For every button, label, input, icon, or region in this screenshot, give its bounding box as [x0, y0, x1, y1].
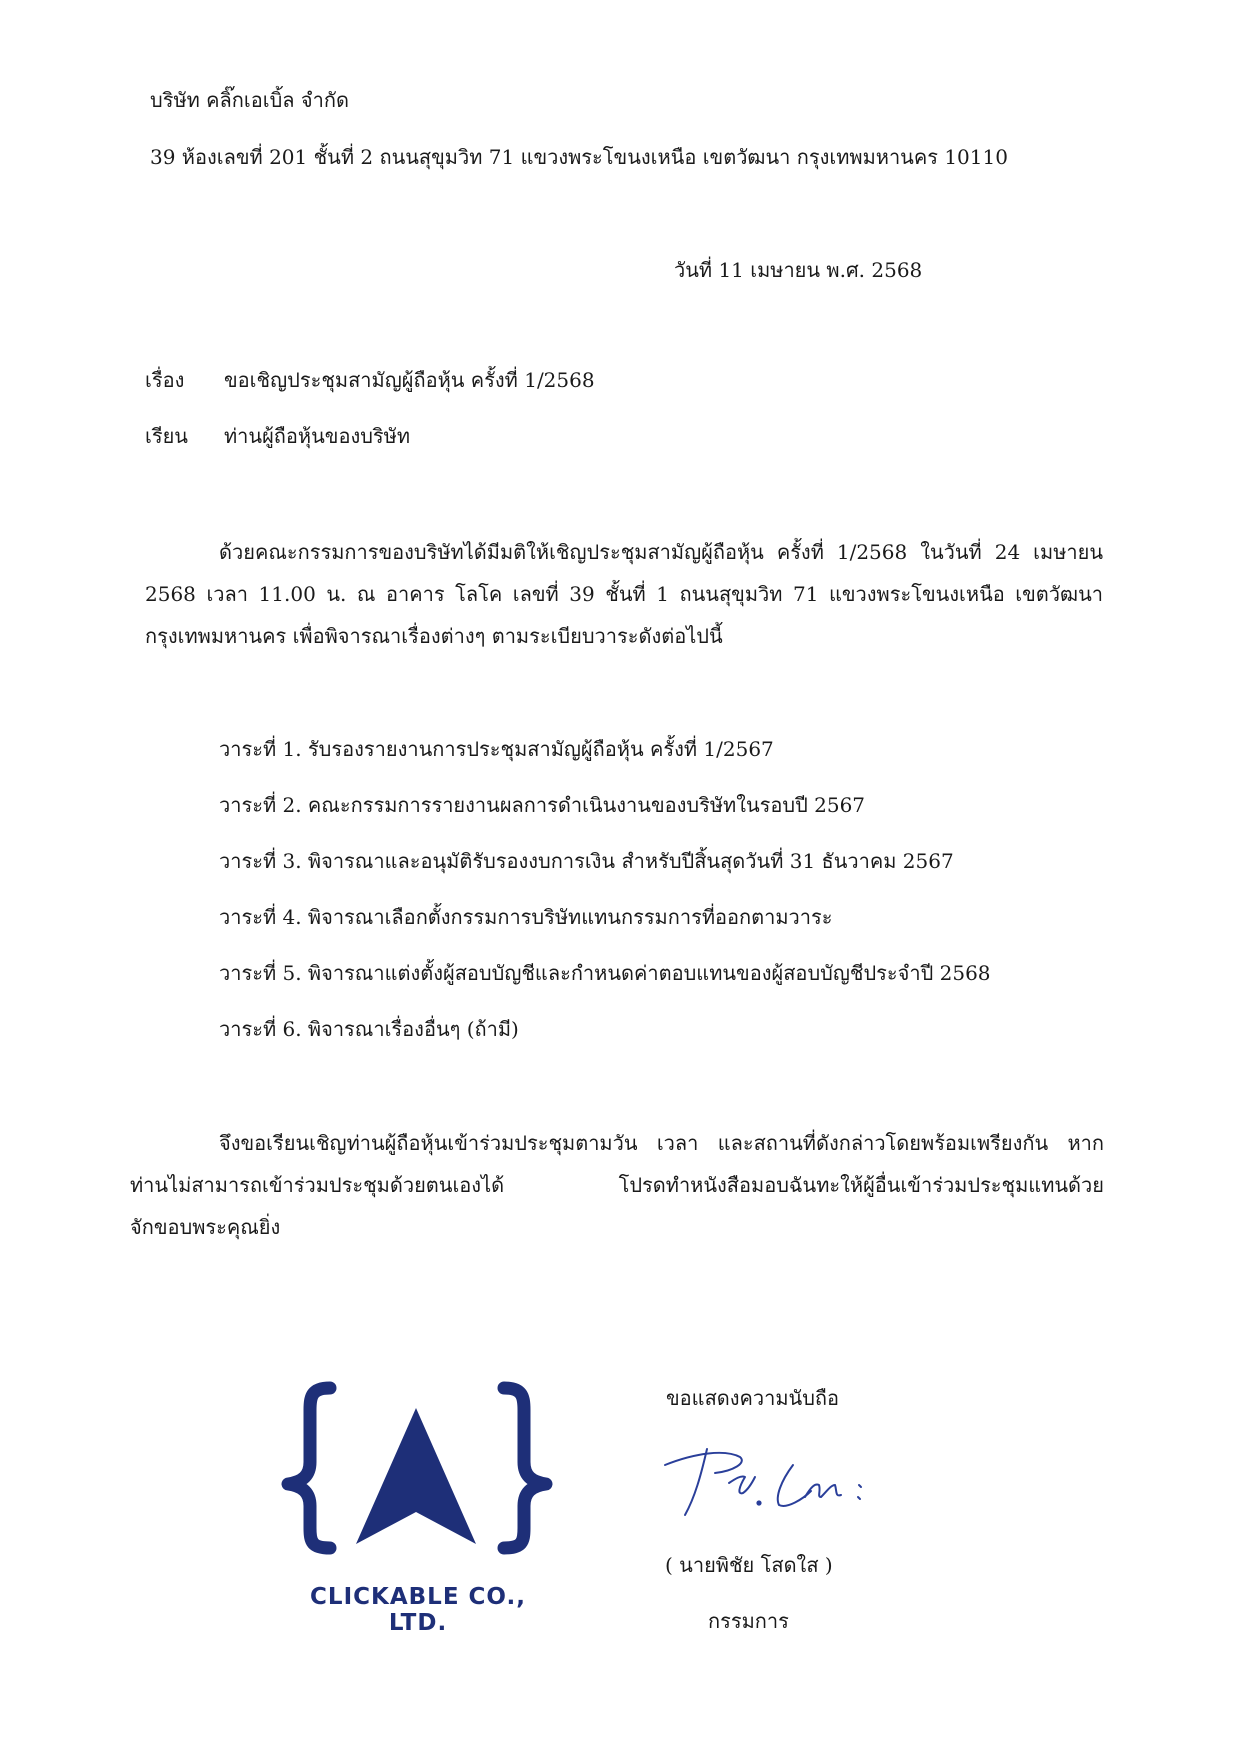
agenda-item: วาระที่ 2. คณะกรรมการรายงานผลการดำเนินงานของบริษัทในรอบปี 2567	[219, 793, 866, 817]
company-logo	[268, 1378, 568, 1618]
agenda-item: วาระที่ 4. พิจารณาเลือกตั้งกรรมการบริษัทแทนกรรมการที่ออกตามวาระ	[219, 905, 833, 929]
agenda-item: วาระที่ 1. รับรองรายงานการประชุมสามัญผู้ถือหุ้น ครั้งที่ 1/2567	[219, 737, 774, 761]
closing-line: จักขอบพระคุณยิ่ง	[130, 1215, 281, 1239]
company-address: 39 ห้องเลขที่ 201 ชั้นที่ 2 ถนนสุขุมวิท 71 แขวงพระโขนงเหนือ เขตวัฒนา กรุงเทพมหานคร 10110	[150, 145, 1008, 169]
signature	[655, 1435, 885, 1525]
agenda-item: วาระที่ 3. พิจารณาและอนุมัติรับรองงบการเงิน สำหรับปีสิ้นสุดวันที่ 31 ธันวาคม 2567	[219, 849, 954, 873]
intro-line: 2568 เวลา 11.00 น. ณ อาคาร โลโค เลขที่ 39 ชั้นที่ 1 ถนนสุขุมวิท 71 แขวงพระโขนงเหนือ เขตวัฒนา	[145, 582, 1103, 606]
closing-line: จึงขอเรียนเชิญท่านผู้ถือหุ้นเข้าร่วมประชุมตามวัน เวลา และสถานที่ดังกล่าวโดยพร้อมเพรียงกัน หาก	[219, 1131, 1104, 1155]
agenda-item: วาระที่ 5. พิจารณาแต่งตั้งผู้สอบบัญชีและกำหนดค่าตอบแทนของผู้สอบบัญชีประจำปี 2568	[219, 961, 991, 985]
closing-line: ท่านไม่สามารถเข้าร่วมประชุมด้วยตนเองได้ โปรดทำหนังสือมอบฉันทะให้ผู้อื่นเข้าร่วมประชุมแทนด้วย	[130, 1173, 1104, 1197]
signer-title: กรรมการ	[708, 1609, 789, 1633]
signer-name: ( นายพิชัย โสดใส )	[665, 1553, 833, 1577]
logo-mark-icon	[268, 1378, 568, 1618]
letter-date: วันที่ 11 เมษายน พ.ศ. 2568	[674, 258, 923, 282]
logo-caption: CLICKABLE CO., LTD.	[310, 1584, 526, 1636]
intro-line: กรุงเทพมหานคร เพื่อพิจารณาเรื่องต่างๆ ตามระเบียบวาระดังต่อไปนี้	[145, 624, 723, 648]
agenda-item: วาระที่ 6. พิจารณาเรื่องอื่นๆ (ถ้ามี)	[219, 1017, 519, 1041]
intro-line: ด้วยคณะกรรมการของบริษัทได้มีมติให้เชิญประชุมสามัญผู้ถือหุ้น ครั้งที่ 1/2568 ในวันที่ 24 เมษายน	[219, 540, 1103, 564]
closing-regards: ขอแสดงความนับถือ	[666, 1386, 840, 1410]
subject-text: ขอเชิญประชุมสามัญผู้ถือหุ้น ครั้งที่ 1/2568	[224, 368, 595, 392]
recipient-text: ท่านผู้ถือหุ้นของบริษัท	[224, 424, 411, 448]
subject-label: เรื่อง	[145, 368, 185, 392]
company-name: บริษัท คลิ๊กเอเบิ้ล จำกัด	[150, 88, 349, 112]
closing-paragraph	[130, 1122, 1104, 1248]
agenda-list	[219, 735, 991, 1071]
signature-icon	[655, 1435, 885, 1525]
intro-paragraph	[145, 531, 1103, 657]
recipient-label: เรียน	[145, 424, 188, 448]
